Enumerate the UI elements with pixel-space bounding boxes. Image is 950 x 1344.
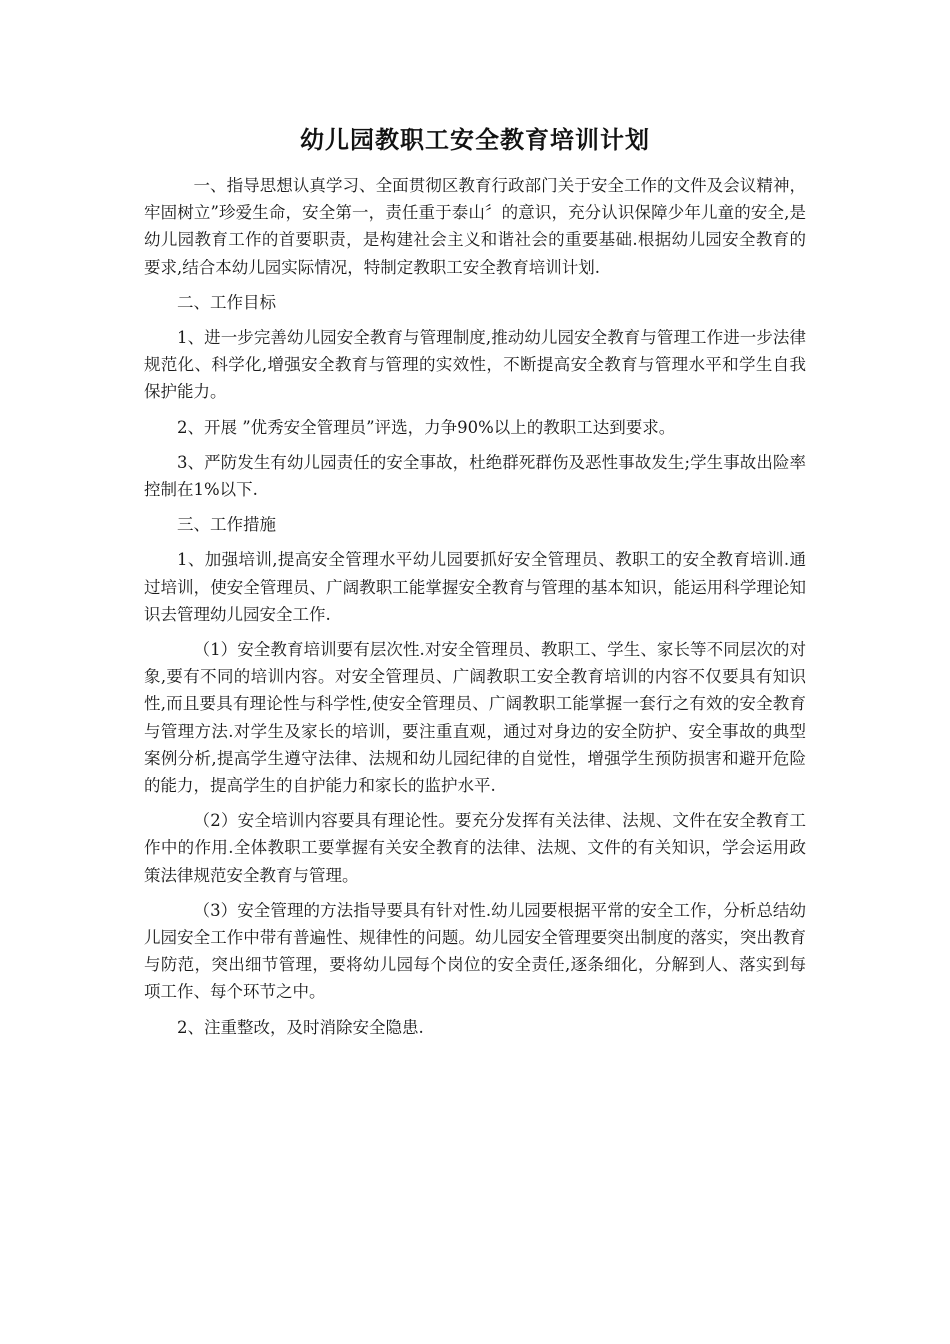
paragraph-guiding-ideology: 一、指导思想认真学习、全面贯彻区教育行政部门关于安全工作的文件及会议精神，牢固树立”珍爱生命，安全第一，责任重于泰山〞的意识，充分认识保障少年儿童的安全,是幼儿园教育工作的首要职责，是构建社会主义和谐社会的重要基础.根据幼儿园安全教育的要求,结合本幼儿园实际情况，特制定教职工安全教育培训计划.	[144, 176, 806, 277]
document-body	[144, 118, 806, 1049]
paragraph-goal-3: 3、严防发生有幼儿园责任的安全事故，杜绝群死群伤及恶性事故发生;学生事故出险率控制在1%以下.	[144, 452, 806, 500]
paragraph-measure-1-sub-1: （1）安全教育培训要有层次性.对安全管理员、教职工、学生、家长等不同层次的对象,要有不同的培训内容。对安全管理员、广阔教职工安全教育培训的内容不仅要具有知识性,而且要具有理论性与科学性,使安全管理员、广阔教职工能掌握一套行之有效的安全教育与管理方法.对学生及家长的培训，要注重直观，通过对身边的安全防护、安全事故的典型案例分析,提高学生遵守法律、法规和幼儿园纪律的自觉性，增强学生预防损害和避开危险的能力，提高学生的自护能力和家长的监护水平.	[144, 640, 806, 796]
paragraph-measure-1-sub-3: （3）安全管理的方法指导要具有针对性.幼儿园要根据平常的安全工作，分析总结幼儿园安全工作中带有普遍性、规律性的问题。幼儿园安全管理要突出制度的落实，突出教育与防范，突出细节管理，要将幼儿园每个岗位的安全责任,逐条细化，分解到人、落实到每项工作、每个环节之中。	[144, 900, 806, 1002]
paragraph-measure-1-sub-2: （2）安全培训内容要具有理论性。要充分发挥有关法律、法规、文件在安全教育工作中的作用.全体教职工要掌握有关安全教育的法律、法规、文件的有关知识，学会运用政策法律规范安全教育与管理。	[144, 811, 806, 885]
section-heading-goals: 二、工作目标	[177, 292, 276, 312]
document-title: 幼儿园教职工安全教育培训计划	[300, 125, 650, 154]
section-heading-measures: 三、工作措施	[177, 515, 276, 535]
paragraph-measure-1: 1、加强培训,提高安全管理水平幼儿园要抓好安全管理员、教职工的安全教育培训.通过培训，使安全管理员、广阔教职工能掌握安全教育与管理的基本知识，能运用科学理论知识去管理幼儿园安全工作.	[144, 550, 806, 624]
paragraph-goal-2: 2、开展 ”优秀安全管理员”评选，力争90%以上的教职工达到要求。	[177, 417, 676, 437]
paragraph-goal-1: 1、进一步完善幼儿园安全教育与管理制度,推动幼儿园安全教育与管理工作进一步法律规范化、科学化,增强安全教育与管理的实效性，不断提高安全教育与管理水平和学生自我保护能力。	[144, 328, 806, 402]
paragraph-measure-2: 2、注重整改，及时消除安全隐患.	[177, 1017, 424, 1037]
